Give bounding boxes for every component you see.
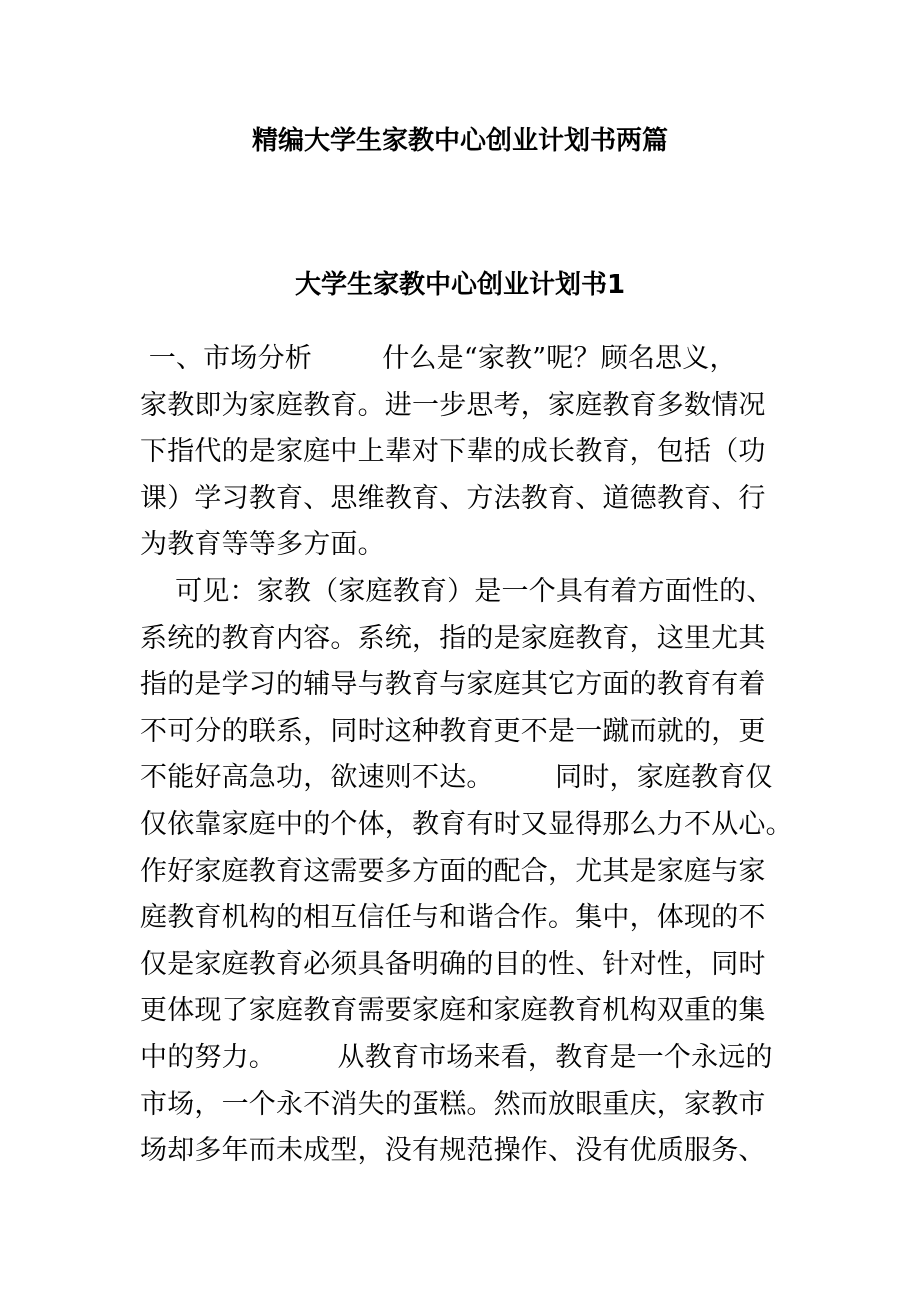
text-line: 一、市场分析 什么是“家教”呢？顾名思义， bbox=[140, 343, 737, 374]
document-body bbox=[140, 336, 800, 1175]
text-line: 可见：家教（家庭教育）是一个具有着方面性的、 bbox=[140, 575, 774, 607]
text-line: 下指代的是家庭中上辈对下辈的成长教育，包括（功 bbox=[140, 436, 766, 468]
text-line: 作好家庭教育这需要多方面的配合，尤其是家庭与家 bbox=[140, 855, 766, 887]
text-line: 指的是学习的辅导与教育与家庭其它方面的教育有着 bbox=[140, 669, 766, 701]
text-line: 不可分的联系，同时这种教育更不是一蹴而就的，更 bbox=[140, 715, 766, 747]
text-line: 系统的教育内容。系统，指的是家庭教育，这里尤其 bbox=[140, 622, 766, 654]
text-line: 仅是家庭教育必须具备明确的目的性、针对性，同时 bbox=[140, 948, 766, 980]
text-line: 仅依靠家庭中的个体，教育有时又显得那么力不从心。 bbox=[140, 808, 793, 840]
text-line: 庭教育机构的相互信任与和谐合作。集中，体现的不 bbox=[140, 902, 766, 934]
text-line: 更体现了家庭教育需要家庭和家庭教育机构双重的集 bbox=[140, 995, 766, 1027]
text-line: 场却多年而未成型，没有规范操作、没有优质服务、 bbox=[140, 1135, 766, 1167]
text-line: 不能好高急功，欲速则不达。 同时，家庭教育仅 bbox=[140, 762, 773, 794]
document-title: 精编大学生家教中心创业计划书两篇 bbox=[251, 126, 668, 156]
section-title: 大学生家教中心创业计划书1 bbox=[294, 270, 626, 300]
text-line: 中的努力。 从教育市场来看，教育是一个永远的 bbox=[140, 1041, 773, 1073]
text-line: 为教育等等多方面。 bbox=[140, 529, 385, 561]
text-line: 课）学习教育、思维教育、方法教育、道德教育、行 bbox=[140, 482, 766, 514]
text-line: 市场，一个永不消失的蛋糕。然而放眼重庆，家教市 bbox=[140, 1088, 766, 1120]
text-line: 家教即为家庭教育。进一步思考，家庭教育多数情况 bbox=[140, 389, 766, 421]
